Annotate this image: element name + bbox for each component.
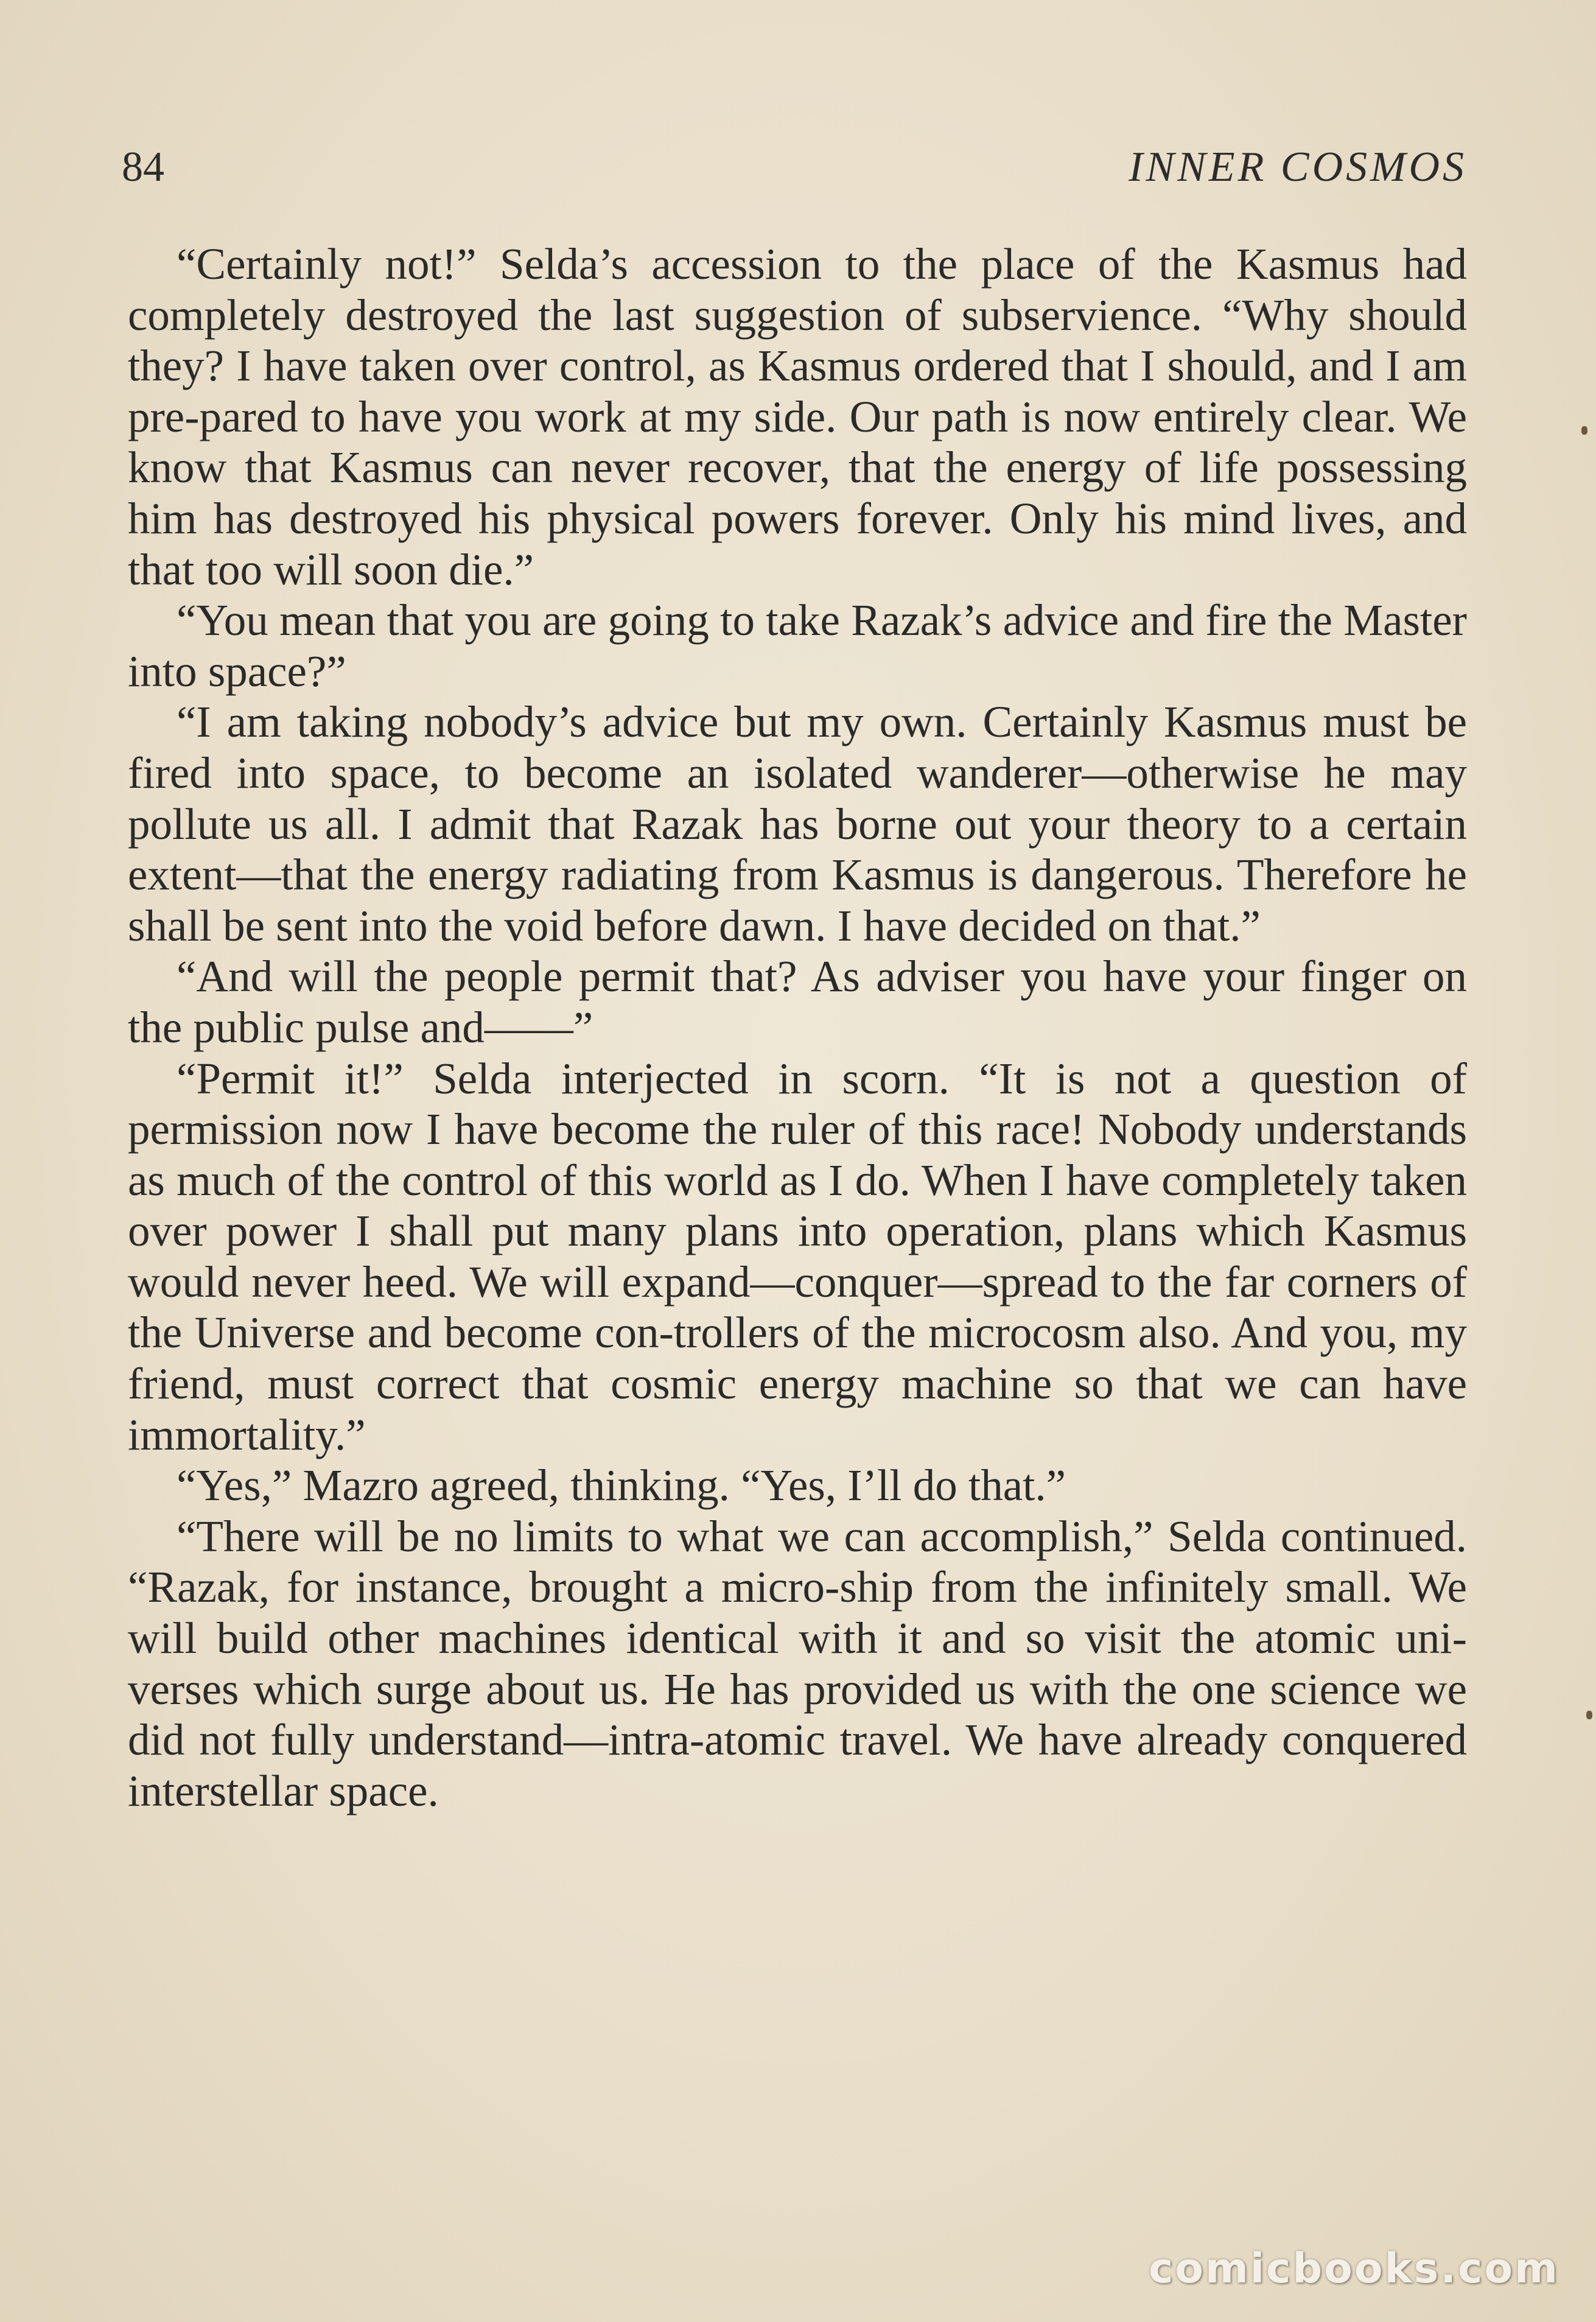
body-text: [128, 239, 1467, 1816]
paper-speck: [1581, 426, 1587, 435]
paragraph: “Certainly not!” Selda’s accession to the place of the Kasmus had completely destroyed the last suggestion of subservience. “Why should they? I have taken over control, as Kasmus ordered that I should, and I am pre-pared to have you work at my side. Our path is now entirely clear. We know that Kasmus can never recover, that the energy of life possessing him has destroyed his physical powers forever. Only his mind lives, and that too will soon die.”: [128, 239, 1467, 594]
paper-speck: [1586, 1711, 1592, 1719]
paragraph: “Yes,” Mazro agreed, thinking. “Yes, I’ll do that.”: [177, 1461, 1066, 1510]
paragraph: “I am taking nobody’s advice but my own. Certainly Kasmus must be fired into space, to become an isolated wanderer—otherwise he may pollute us all. I admit that Razak has borne out your theory to a certain extent—that the energy radiating from Kasmus is dangerous. Therefore he shall be sent into the void before dawn. I have decided on that.”: [128, 697, 1467, 950]
watermark: comicbooks.com: [1148, 2245, 1559, 2293]
paragraph: “Permit it!” Selda interjected in scorn. “It is not a question of permission now I have become the ruler of this race! Nobody understands as much of the control of this world as I do. When I have completely taken over power I shall put many plans into operation, plans which Kasmus would never heed. We will expand—conquer—spread to the far corners of the Universe and become con-trollers of the microcosm also. And you, my friend, must correct that cosmic energy machine so that we can have immortality.”: [128, 1053, 1467, 1459]
paragraph: “There will be no limits to what we can accomplish,” Selda continued. “Razak, for instance, brought a micro-ship from the infinitely small. We will build other machines identical with it and so visit the atomic uni-verses which surge about us. He has provided us with the one science we did not fully understand—intra-atomic travel. We have already conquered interstellar space.: [128, 1511, 1467, 1815]
page-number: 84: [122, 144, 164, 191]
paragraph: “You mean that you are going to take Razak’s advice and fire the Master into space?”: [128, 595, 1467, 696]
paragraph: “And will the people permit that? As adviser you have your finger on the public pulse and——”: [128, 952, 1467, 1052]
running-title: INNER COSMOS: [1129, 144, 1467, 191]
page-header: [122, 134, 1467, 207]
